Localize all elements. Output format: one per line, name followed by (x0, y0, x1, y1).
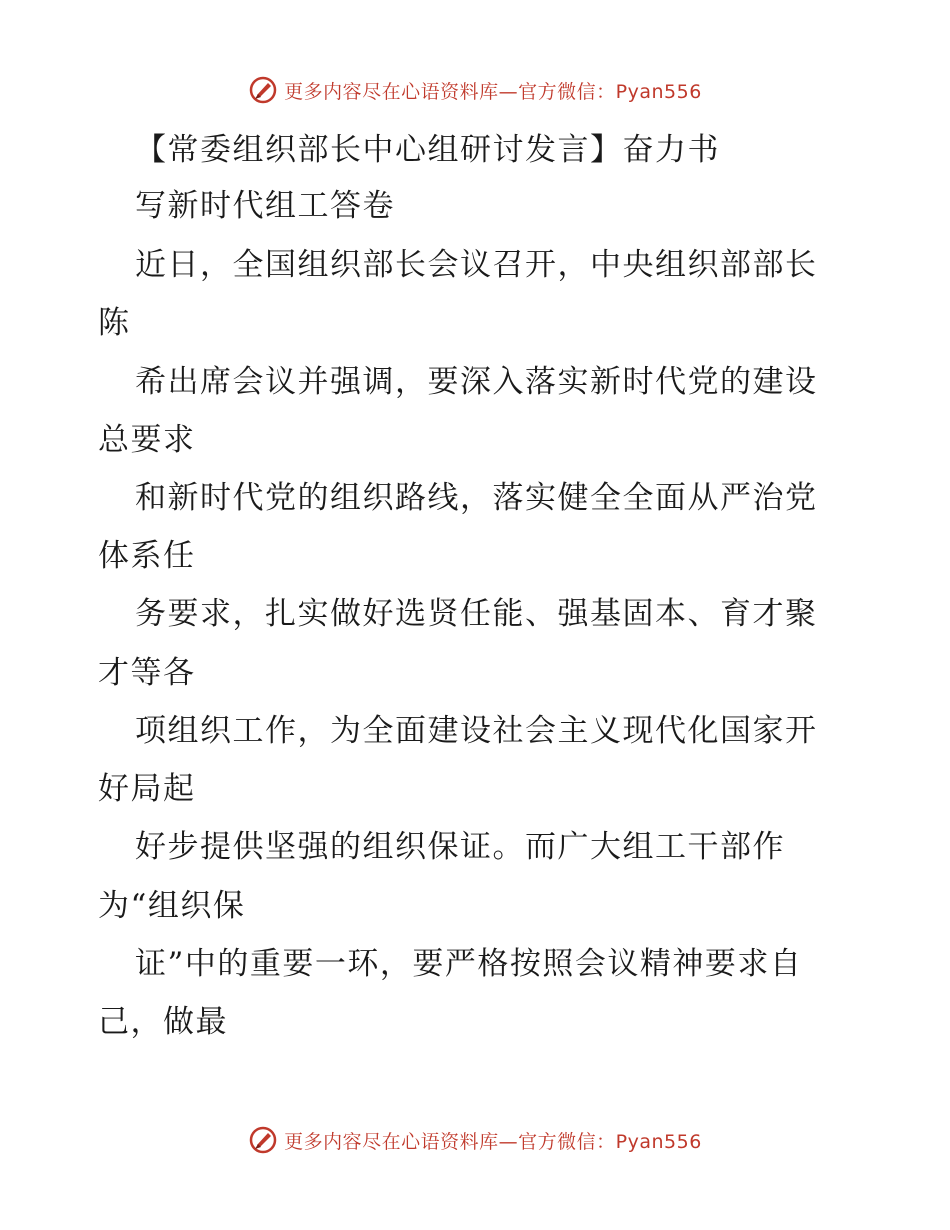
text-line: 好局起 (98, 771, 196, 807)
text-line: 和新时代党的组织路线，落实健全全面从严治党 (135, 480, 818, 516)
banner-text: 更多内容尽在心语资料库—官方微信：Pyan556 (284, 80, 702, 103)
text-line: 为“组织保 (98, 888, 246, 924)
text-line: 己，做最 (98, 1004, 228, 1040)
logo-icon (248, 1125, 278, 1155)
text-line: 务要求，扎实做好选贤任能、强基固本、育才聚 (135, 596, 818, 632)
title-line-2: 写新时代组工答卷 (135, 188, 395, 224)
text-line: 体系任 (98, 538, 196, 574)
footer-banner (0, 1120, 950, 1160)
text-line: 项组织工作，为全面建设社会主义现代化国家开 (135, 713, 818, 749)
header-banner (0, 70, 950, 110)
text-line: 好步提供坚强的组织保证。而广大组工干部作 (135, 829, 785, 865)
banner-text: 更多内容尽在心语资料库—官方微信：Pyan556 (284, 1130, 702, 1153)
logo-icon (248, 75, 278, 105)
text-line: 证”中的重要一环，要严格按照会议精神要求自 (135, 946, 803, 982)
text-line: 近日，全国组织部长会议召开，中央组织部部长 (135, 247, 818, 283)
title-line-1: 【常委组织部长中心组研讨发言】奋力书 (135, 132, 720, 168)
text-line: 才等各 (98, 655, 196, 691)
text-line: 希出席会议并强调，要深入落实新时代党的建设 (135, 364, 818, 400)
text-line: 陈 (98, 305, 131, 341)
text-line: 总要求 (98, 422, 196, 458)
